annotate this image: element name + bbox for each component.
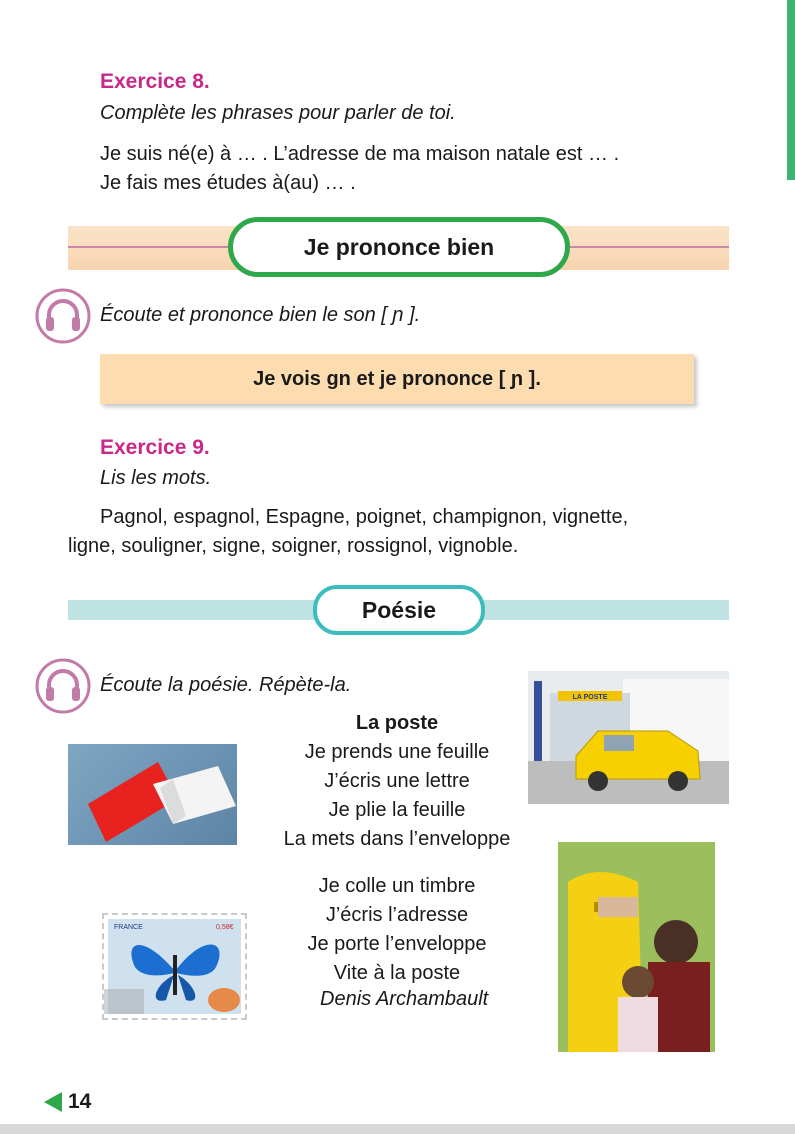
- listen-instruction-poem: Écoute la poésie. Répète-la.: [100, 674, 352, 696]
- page-number: 14: [68, 1090, 92, 1113]
- headphones-icon[interactable]: [34, 287, 92, 345]
- exercise-8-line-1: Je suis né(e) à … . L’adresse de ma maison natale est … .: [100, 143, 620, 165]
- poem-line: J’écris l’adresse: [325, 904, 469, 926]
- poem-line: Vite à la poste: [333, 962, 461, 984]
- poem-line: Je plie la feuille: [328, 799, 466, 821]
- pronunciation-rule-box: Je vois gn et je prononce [ ɲ ].: [100, 354, 694, 404]
- exercise-9-line-1: Pagnol, espagnol, Espagne, poignet, champignon, vignette,: [100, 506, 629, 528]
- poem-author: Denis Archambault: [320, 988, 489, 1010]
- exercise-8-instruction: Complète les phrases pour parler de toi.: [100, 102, 456, 124]
- poem-stanza-1: [262, 709, 532, 854]
- section-title-pronounce: Je prononce bien: [228, 217, 570, 277]
- exercise-9-title: Exercice 9.: [100, 436, 210, 459]
- poem-line: J’écris une lettre: [324, 770, 470, 792]
- mailbox-photo: [558, 842, 715, 1052]
- section-title-poem: Poésie: [313, 585, 485, 635]
- poem-title: La poste: [355, 712, 439, 734]
- page-arrow-icon: [44, 1092, 62, 1112]
- letters-photo: [68, 744, 237, 845]
- exercise-8-title: Exercice 8.: [100, 70, 210, 93]
- poem-line: Je prends une feuille: [304, 741, 490, 763]
- poem-line: Je colle un timbre: [318, 875, 476, 897]
- exercise-8-line-2: Je fais mes études à(au) … .: [100, 172, 356, 194]
- band-line-left: [68, 246, 233, 248]
- poem-line: La mets dans l’enveloppe: [283, 828, 511, 850]
- stamp-country-text: FRANCE: [114, 924, 143, 931]
- band-line-right: [566, 246, 729, 248]
- poem-line: Je porte l’enveloppe: [307, 933, 487, 955]
- poem-stanza-2: [272, 872, 522, 988]
- stamp-value-text: 0,58€: [216, 924, 234, 931]
- headphones-icon[interactable]: [34, 657, 92, 715]
- stamp-photo: [102, 913, 247, 1020]
- exercise-9-line-2: ligne, souligner, signe, soigner, rossignol, vignoble.: [68, 535, 519, 557]
- post-van-photo: [528, 671, 729, 804]
- page-edge-strip: [787, 0, 795, 180]
- listen-instruction-pronounce: Écoute et prononce bien le son [ ɲ ].: [100, 304, 421, 326]
- van-sign-text: LA POSTE: [572, 694, 608, 701]
- exercise-9-instruction: Lis les mots.: [100, 467, 212, 489]
- bottom-edge-bar: [0, 1124, 795, 1134]
